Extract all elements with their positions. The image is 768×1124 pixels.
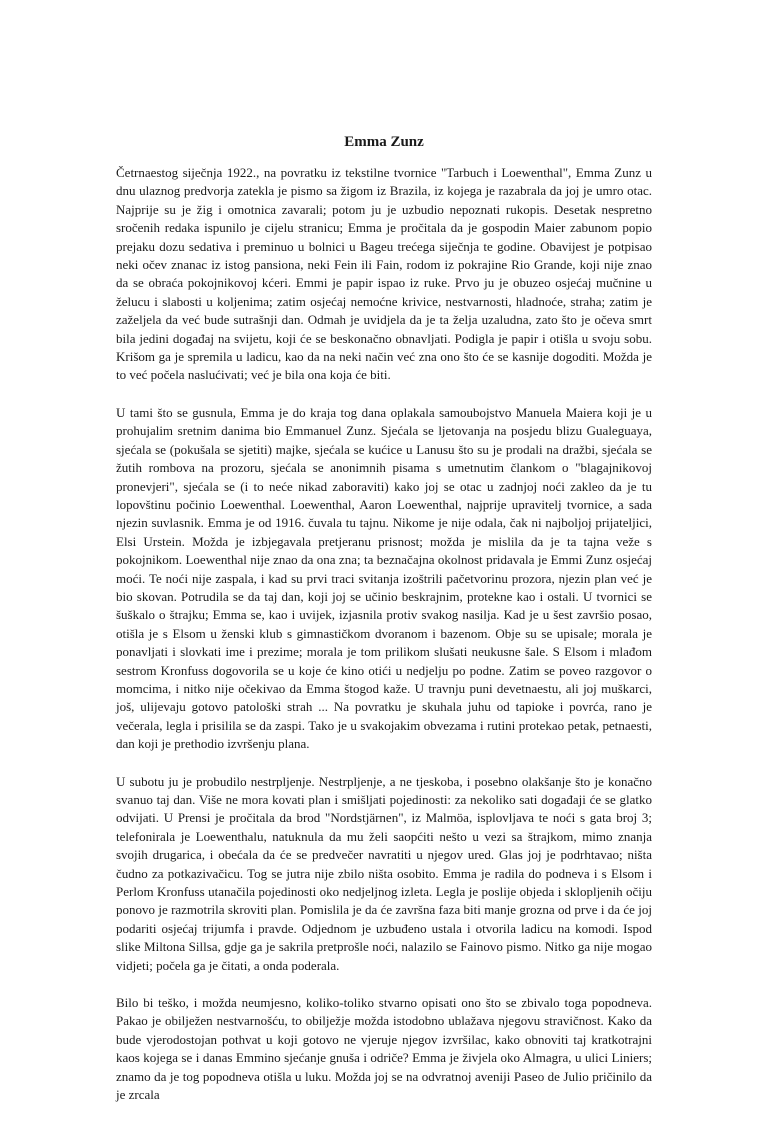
document-body <box>116 164 652 1124</box>
paragraph-2: U tami što se gusnula, Emma je do kraja tog dana oplakala samoubojstvo Manuela Maiera koji je u prohujalim sretnim danima bio Emmanuel Zunz. Sjećala se ljetovanja na posjedu blizu Gualeguaya, sjećala se (pokušala se sjetiti) majke, sjećala se kućice u Lanusu što su je prodali na dražbi, sjećala se žutih rombova na prozoru, sjećala se anonimnih pisama s umetnutim člankom o "blagajnikovoj pronevjeri", sjećala se (i to neće nikad zaboraviti) kako joj se otac u zadnjoj noći zakleo da je tu lopovštinu počinio Loewenthal. Loewenthal, Aaron Loewenthal, najprije upravitelj tvornice, a sada njezin suvlasnik. Emma je od 1916. čuvala tu tajnu. Nikome je nije odala, čak ni najboljoj prijateljici, Elsi Urstein. Možda je izbjegavala pretjeranu prisnost; možda je mislila da je ta tajna veže s pokojnikom. Loewenthal nije znao da ona zna; ta beznačajna okolnost pridavala je Emmi Zunz osjećaj moći. Te noći nije zaspala, i kad su prvi traci svitanja izoštrili pačetvorinu prozora, njezin plan već je bio skovan. Potrudila se da taj dan, koji joj se učinio beskrajnim, protekne kao i ostali. U tvornici se šuškalo o štrajku; Emma se, kao i uvijek, izjasnila protiv svakog nasilja. Kad je u šest završio posao, otišla je s Elsom u ženski klub s gimnastičkom dvoranom i bazenom. Obje su se upisale; morala je ponavljati i slovkati ime i prezime; morala je tom prilikom slušati neukusne šale. S Elsom i mlađom sestrom Kronfuss dogovorila se u koje će kino otići u nedjelju po podne. Zatim se poveo razgovor o momcima, i nitko nije očekivao da Emma štogod kaže. U travnju puni devetnaestu, ali joj muškarci, još, ulijevaju gotovo patološki strah ... Na povratku je skuhala juhu od tapioke i povrća, rano je večerala, legla i prisilila se da zaspi. Tako je u svakojakim obvezama i rutini protekao petak, petnaesti, dan koji je prethodio izvršenju plana. <box>116 404 652 752</box>
paragraph-1: Četrnaestog siječnja 1922., na povratku iz tekstilne tvornice "Tarbuch i Loewenthal", Emma Zunz u dnu ulaznog predvorja zatekla je pismo sa žigom iz Brazila, iz kojega je razabrala da joj je umro otac. Najprije su je žig i omotnica zavarali; potom ju je uzbudio nepoznati rukopis. Desetak nespretno sročenih redaka ispunilo je cijelu stranicu; Emma je pročitala da je gospodin Maier zabunom popio prejaku dozu sedativa i preminuo u bolnici u Bageu trećega siječnja te godine. Obavijest je potpisao neki očev znanac iz istog pansiona, neki Fein ili Fain, rodom iz pokrajine Rio Grande, koji nije znao da se obraća pokojnikovoj kćeri. Emmi je papir ispao iz ruke. Prvo ju je obuzeo osjećaj mučnine u želucu i slabosti u koljenima; zatim osjećaj nemoćne krivice, nestvarnosti, hladnoće, straha; zatim je zaželjela da već bude sutrašnji dan. Odmah je uvidjela da je ta želja uzaludna, zato što je očeva smrt bila jedini događaj na svijetu, koji će se beskonačno obnavljati. Podigla je papir i otišla u svoju sobu. Krišom ga je spremila u ladicu, kao da na neki način već zna ono što će se kasnije dogoditi. Možda je to već počela naslućivati; već je bila ona koja će biti. <box>116 165 652 383</box>
paragraph-4: Bilo bi teško, i možda neumjesno, koliko-toliko stvarno opisati ono što se zbivalo toga popodneva. Pakao je obilježen nestvarnošću, to obilježje možda istodobno ublažava njegovu stravičnost. Kako da bude vjerodostojan pothvat u koji gotovo ne vjeruje njegov izvršilac, kako obnoviti taj kratkotrajni kaos kojega se i danas Emmino sjećanje gnuša i odriče? Emma je živjela oko Almagra, u ulici Liniers; znamo da je tog popodneva otišla u luku. Možda joj se na odvratnoj aveniji Paseo de Julio pričinilo da je zrcala <box>116 995 652 1103</box>
document-title: Emma Zunz <box>344 134 424 150</box>
paragraph-3: U subotu ju je probudilo nestrpljenje. Nestrpljenje, a ne tjeskoba, i posebno olakšanje što je konačno svanuo taj dan. Više ne mora kovati plan i smišljati pojedinosti: za nekoliko sati događaji će se glatko odvijati. U Prensi je pročitala da brod "Nordstjärnen", iz Malmöa, isplovljava te noći s gata broj 3; telefonirala je Loewenthalu, natuknula da mu želi saopćiti nešto u vezi sa štrajkom, mimo znanja svojih drugarica, i obećala da će se predvečer navratiti u njegov ured. Glas joj je podrhtavao; ništa čudno za potkazivačicu. Tog se jutra nije zbilo ništa osobito. Emma je radila do podneva i s Elsom i Perlom Kronfuss utanačila pojedinosti oko nedjeljnog izleta. Legla je poslije objeda i sklopljenih očiju ponovo je razmotrila skroviti plan. Pomislila je da će završna faza biti manje grozna od prve i da će joj podariti osjećaj trijumfa i pravde. Odjednom je uzbuđeno ustala i otvorila ladicu na komodi. Ispod slike Miltona Sillsa, gdje ga je sakrila pretprošle noći, nalazilo se Fainovo pismo. Nitko ga nije mogao vidjeti; počela ga je čitati, a onda poderala. <box>116 773 652 973</box>
